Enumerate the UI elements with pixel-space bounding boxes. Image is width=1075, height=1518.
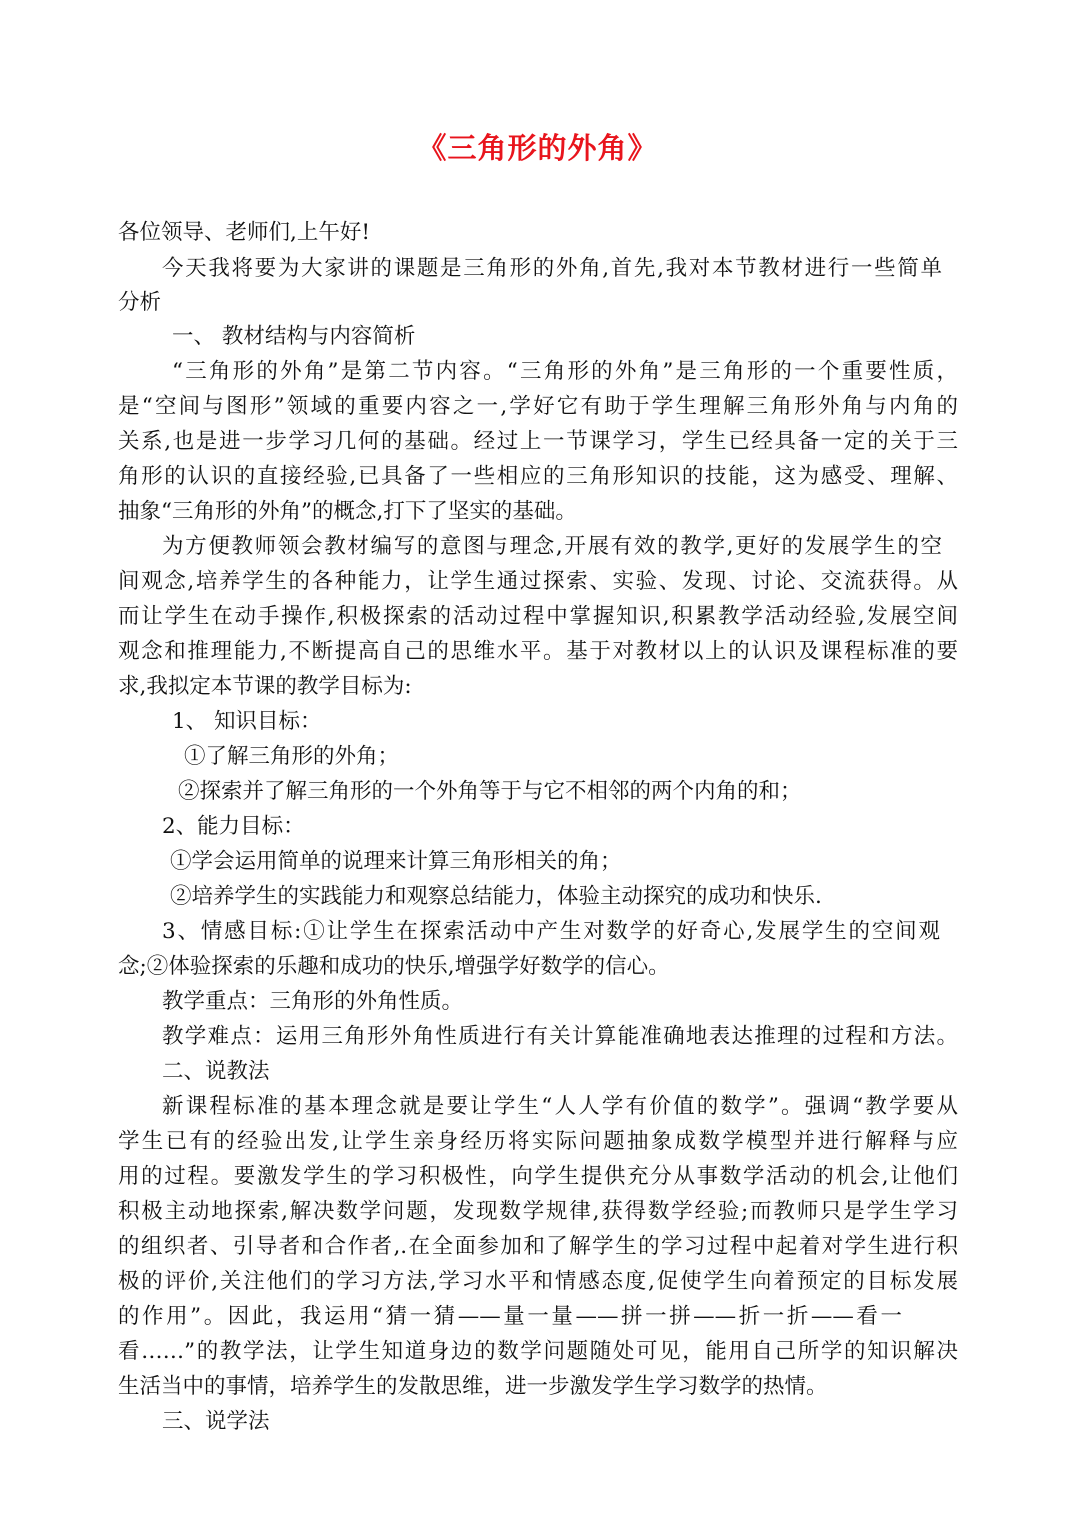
- text-line: 的作用”。因此，我运用“猜一猜——量一量——拼一拼——折一折——看一: [118, 1304, 902, 1329]
- list-item: 2、能力目标：: [162, 814, 305, 839]
- list-item: ①了解三角形的外角；: [184, 744, 400, 769]
- list-item: 1、 知识目标：: [172, 709, 322, 734]
- text-line: 抽象“三角形的外角”的概念,打下了坚实的基础。: [118, 499, 577, 524]
- text-line: 而让学生在动手操作,积极探索的活动过程中掌握知识,积累教学活动经验,发展空间: [118, 604, 958, 629]
- text-line: 积极主动地探索,解决数学问题，发现数学规律,获得数学经验;而教师只是学生学习: [118, 1199, 958, 1224]
- text-line: 观念和推理能力,不断提高自己的思维水平。基于对教材以上的认识及课程标准的要: [118, 639, 958, 664]
- text-line: 间观念,培养学生的各种能力，让学生通过探索、实验、发现、讨论、交流获得。从: [118, 569, 958, 594]
- text-line: 分析: [118, 290, 162, 315]
- section-heading: 二、说教法: [162, 1059, 270, 1084]
- list-item: ①学会运用简单的说理来计算三角形相关的角；: [170, 849, 622, 874]
- text-line: 为方便教师领会教材编写的意图与理念,开展有效的教学,更好的发展学生的空: [162, 534, 942, 559]
- text-line: 教学难点：运用三角形外角性质进行有关计算能准确地表达推理的过程和方法。: [162, 1024, 958, 1049]
- text-line: 是“空间与图形”领域的重要内容之一,学好它有助于学生理解三角形外角与内角的: [118, 394, 958, 419]
- list-item: ②探索并了解三角形的一个外角等于与它不相邻的两个内角的和；: [178, 779, 802, 804]
- document-title: 《三角形的外角》: [417, 131, 658, 165]
- list-item: 3、情感目标:①让学生在探索活动中产生对数学的好奇心,发展学生的空间观: [162, 919, 940, 944]
- text-line: 角形的认识的直接经验,已具备了一些相应的三角形知识的技能，这为感受、理解、: [118, 464, 958, 489]
- text-line: 今天我将要为大家讲的课题是三角形的外角,首先,我对本节教材进行一些简单: [162, 256, 942, 281]
- text-line: 求,我拟定本节课的教学目标为:: [118, 674, 412, 699]
- text-line: 的组织者、引导者和合作者,.在全面参加和了解学生的学习过程中起着对学生进行积: [118, 1234, 958, 1259]
- text-line: 教学重点：三角形的外角性质。: [162, 989, 464, 1014]
- text-line: 各位领导、老师们,上午好!: [118, 220, 370, 245]
- text-line: 新课程标准的基本理念就是要让学生“人人学有价值的数学”。强调“教学要从: [162, 1094, 958, 1119]
- text-line: 极的评价,关注他们的学习方法,学习水平和情感态度,促使学生向着预定的目标发展: [118, 1269, 958, 1294]
- text-line: 用的过程。要激发学生的学习积极性，向学生提供充分从事数学活动的机会,让他们: [118, 1164, 958, 1189]
- text-line: 念;②体验探索的乐趣和成功的快乐,增强学好数学的信心。: [118, 954, 670, 979]
- text-line: 生活当中的事情，培养学生的发散思维，进一步激发学生学习数学的热情。: [118, 1374, 828, 1399]
- text-line: 看……”的教学法，让学生知道身边的数学问题随处可见，能用自己所学的知识解决: [118, 1339, 958, 1364]
- text-line: 关系,也是进一步学习几何的基础。经过上一节课学习，学生已经具备一定的关于三: [118, 429, 958, 454]
- section-heading: 一、 教材结构与内容简析: [172, 324, 416, 349]
- list-item: ②培养学生的实践能力和观察总结能力，体验主动探究的成功和快乐.: [170, 884, 822, 909]
- text-line: 学生已有的经验出发,让学生亲身经历将实际问题抽象成数学模型并进行解释与应: [118, 1129, 958, 1154]
- section-heading: 三、说学法: [162, 1409, 270, 1434]
- text-line: “三角形的外角”是第二节内容。“三角形的外角”是三角形的一个重要性质，: [172, 359, 958, 384]
